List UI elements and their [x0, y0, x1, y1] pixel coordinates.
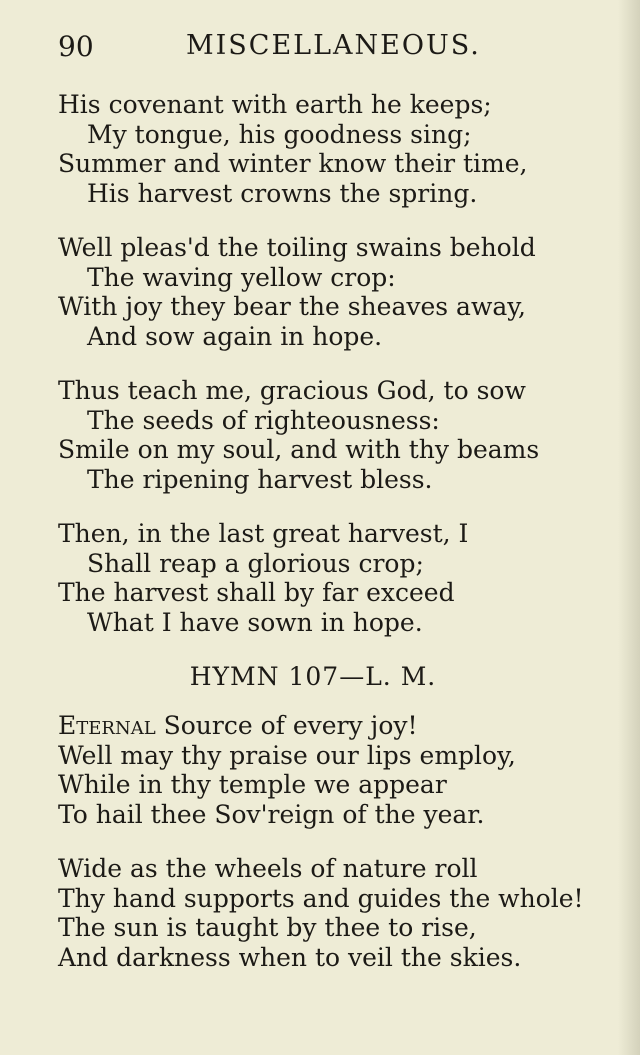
verse-line: The waving yellow crop:: [87, 262, 396, 292]
first-line-rest: Source of every joy!: [155, 711, 418, 740]
verse-line: And sow again in hope.: [87, 321, 383, 351]
verse-line: The seeds of righteousness:: [87, 405, 440, 435]
verse-line: While in thy temple we appear: [58, 770, 447, 799]
verse-line: The harvest shall by far exceed: [58, 578, 455, 607]
first-word-small-caps: Eternal: [58, 711, 156, 740]
verse-line: Wide as the wheels of nature roll: [58, 854, 478, 883]
stanza: [58, 854, 598, 972]
stanza: [58, 376, 598, 494]
verse-line: His covenant with earth he keeps;: [58, 90, 492, 119]
verse-line: His harvest crowns the spring.: [87, 178, 478, 208]
running-head: MISCELLANEOUS.: [186, 30, 481, 61]
verse-line: Then, in the last great harvest, I: [58, 519, 469, 548]
verse-line: Summer and winter know their time,: [58, 149, 528, 178]
stanza: [58, 519, 598, 637]
page-number: 90: [58, 30, 94, 63]
verse-line: To hail thee Sov'reign of the year.: [58, 799, 485, 829]
verse-line: What I have sown in hope.: [87, 607, 423, 637]
stanza: [58, 233, 598, 351]
verse-line: Thy hand supports and guides the whole!: [58, 883, 584, 913]
verse-line: Well pleas'd the toiling swains behold: [58, 233, 536, 262]
verse-line: Shall reap a glorious crop;: [87, 548, 424, 578]
verse-line: [58, 711, 598, 741]
verse-line: Well may thy praise our lips employ,: [58, 740, 516, 770]
stanza: [58, 711, 598, 829]
verse-line: The sun is taught by thee to rise,: [58, 913, 477, 942]
verse-line: And darkness when to veil the skies.: [58, 942, 522, 972]
verse-line: Smile on my soul, and with thy beams: [58, 435, 540, 464]
verse-line: The ripening harvest bless.: [87, 464, 433, 494]
page-edge-shadow: [618, 0, 640, 1055]
page-body: [58, 90, 598, 997]
verse-line: With joy they bear the sheaves away,: [58, 292, 527, 321]
hymn-title: HYMN 107—L. M.: [189, 662, 437, 691]
verse-line: Thus teach me, gracious God, to sow: [58, 376, 526, 405]
page-header: [58, 30, 481, 70]
verse-line: My tongue, his goodness sing;: [87, 119, 472, 149]
stanza: [58, 90, 598, 208]
